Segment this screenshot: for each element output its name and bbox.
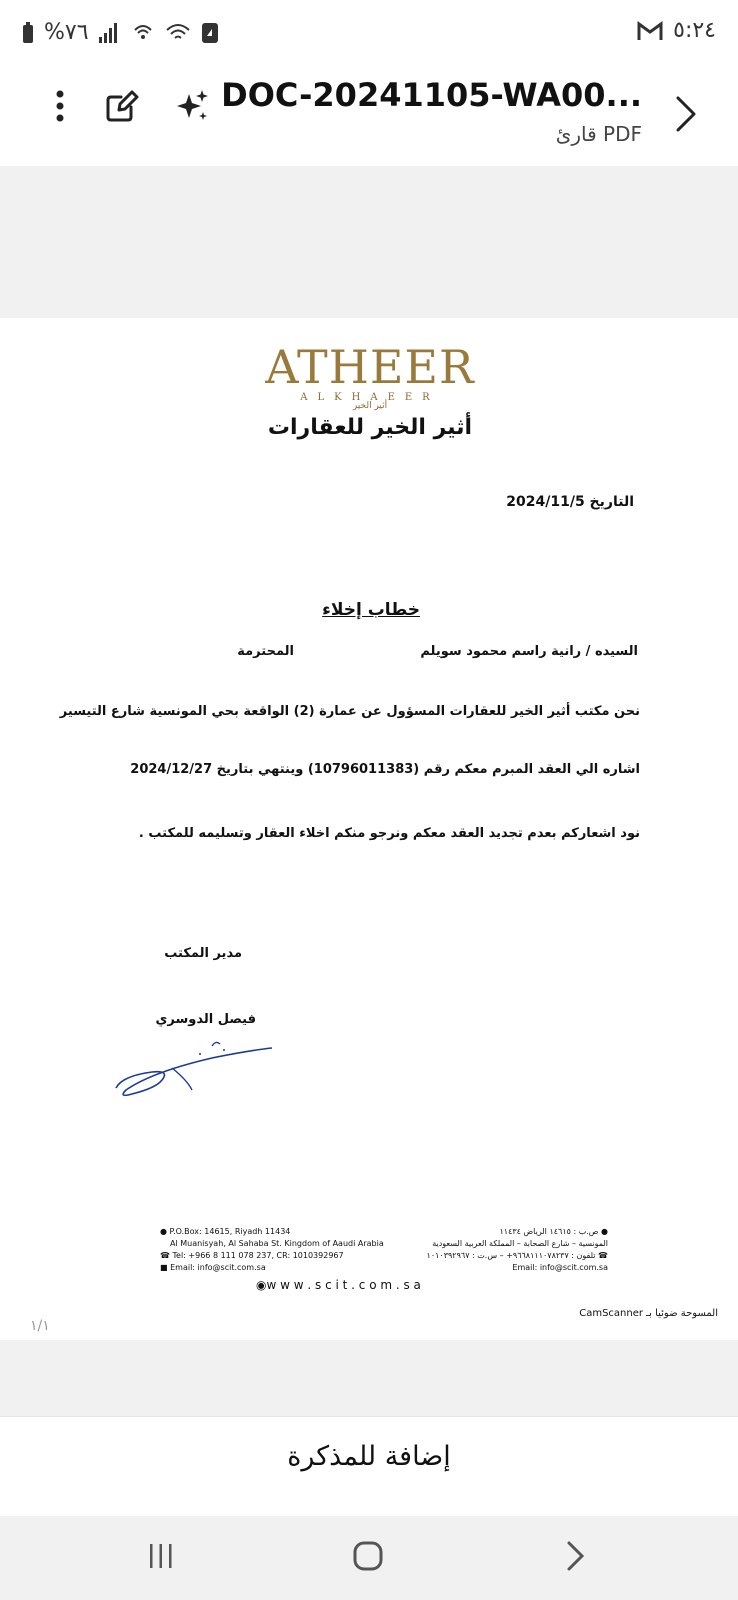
letter-date: التاريخ 2024/11/5 (506, 494, 634, 510)
recent-apps-icon (148, 1542, 174, 1570)
ai-sparkle-icon[interactable] (170, 84, 214, 128)
pdf-page[interactable] (0, 318, 738, 1340)
letter-line-2: اشاره الي العقد المبرم معكم رقم (10796011383) وينتهي بتاريخ 2024/12/27 (130, 762, 640, 777)
footer-address-en: Al Muanisyah, Al Sahaba St. Kingdom of Aaudi Arabia (170, 1239, 384, 1248)
document-subtitle: قارئ PDF (555, 122, 642, 146)
viewer-background (0, 166, 738, 318)
signature-image (112, 1028, 282, 1098)
gmail-notification-icon (637, 21, 663, 41)
signal-icon (99, 23, 121, 43)
back-button[interactable] (566, 1540, 586, 1576)
back-chevron-icon[interactable] (664, 92, 708, 136)
data-saver-icon (201, 22, 219, 44)
add-to-note-button[interactable]: إضافة للمذكرة (287, 1441, 451, 1472)
status-time: ٥:٢٤ (673, 18, 716, 43)
letter-line-3: نود اشعاركم بعدم تجديد العقد معكم ونرجو منكم اخلاء العقار وتسليمه للمكتب . (138, 826, 640, 841)
bottom-action-bar (0, 1416, 738, 1517)
status-bar (0, 0, 738, 64)
home-button[interactable] (352, 1540, 384, 1576)
footer-contact-ar (427, 1226, 608, 1274)
battery-percent: %٧٦ (44, 20, 89, 45)
logo-text-en: ATHEER (265, 340, 475, 394)
footer-tel-en: ☎ Tel: +966 8 111 078 237, CR: 1010392967 (160, 1251, 344, 1260)
footer-pobox-ar: ● ص.ب : ١٤٦١٥ الرياض ١١٤٣٤ (499, 1227, 608, 1236)
footer-address-ar: المونسية – شارع الصحابة – المملكة العربية السعودية (432, 1239, 608, 1248)
document-title: DOC-20241105-WA00... (221, 76, 642, 114)
company-logo (250, 342, 490, 440)
page-indicator: ١/١ (30, 1318, 50, 1334)
system-nav-bar (0, 1516, 738, 1600)
edit-icon[interactable] (100, 84, 144, 128)
footer-pobox-en: ● P.O.Box: 14615, Riyadh 11434 (160, 1227, 291, 1236)
recent-apps-button[interactable] (148, 1542, 174, 1574)
battery-icon (22, 22, 34, 44)
manager-name: فيصل الدوسري (155, 1012, 256, 1027)
back-nav-icon (566, 1540, 586, 1572)
footer-email-en: ■ Email: info@scit.com.sa (160, 1263, 266, 1272)
logo-text-ar: أثير الخير للعقارات (267, 415, 473, 440)
more-options-icon[interactable] (38, 84, 82, 128)
wifi-call-icon (131, 22, 155, 44)
letter-honorific: المحترمة (237, 644, 294, 659)
letter-line-1: نحن مكتب أثير الخير للعقارات المسؤول عن عمارة (2) الواقعة بحي المونسية شارع التيسير (59, 704, 640, 719)
home-icon (352, 1540, 384, 1572)
wifi-icon (165, 22, 191, 44)
footer-tel-ar: ☎ تلفون : ٩٦٦٨١١١٠٧٨٢٣٧+ – س.ت : ١٠١٠٣٩٢٩٦٧ (426, 1251, 608, 1260)
status-right (637, 18, 716, 43)
viewer-background-bottom (0, 1340, 738, 1416)
viewer-toolbar (0, 64, 738, 166)
footer-email-ar: Email: info@scit.com.sa (512, 1263, 608, 1272)
logo-subtext-en: ALKHAEER (300, 392, 440, 403)
footer-website: ◉w w w . s c i t . c o m . s a (256, 1278, 421, 1292)
status-left (22, 20, 219, 45)
camscanner-watermark: المسوحة ضوئيا بـ CamScanner (579, 1308, 718, 1319)
footer-contact-en (160, 1226, 384, 1274)
letter-addressee: السيده / رانية راسم محمود سويلم (420, 644, 638, 659)
logo-subtext-ar: أثير الخير (352, 401, 388, 411)
globe-icon: ◉ (256, 1278, 267, 1292)
letter-subject: خطاب إخلاء (322, 600, 420, 620)
manager-title: مدير المكتب (164, 946, 242, 961)
